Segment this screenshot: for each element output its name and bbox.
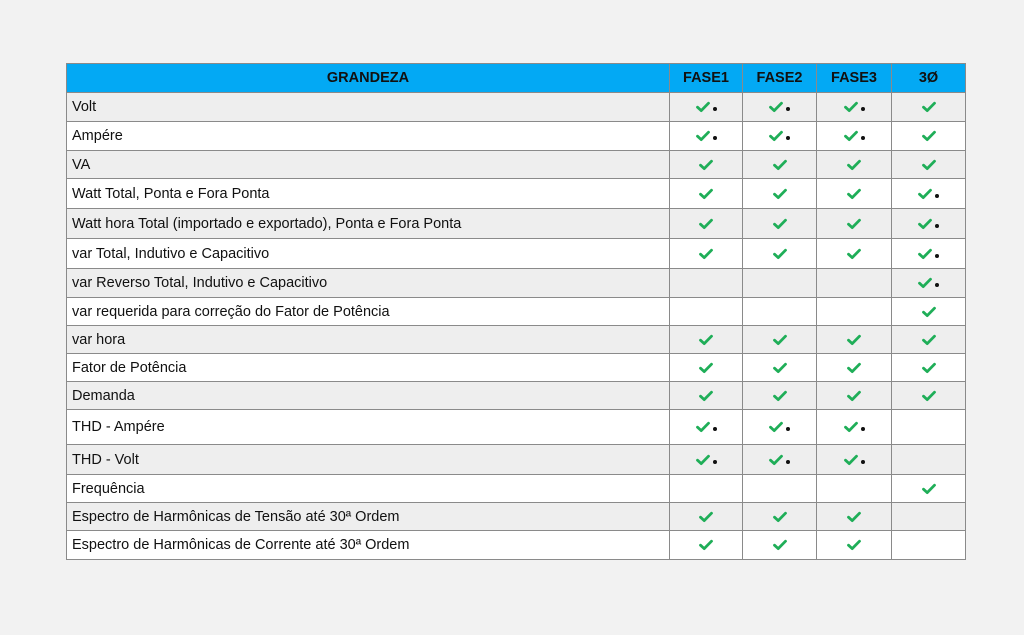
status-cell (743, 445, 817, 475)
dot-icon (786, 460, 790, 464)
row-label: var hora (67, 326, 670, 354)
check-icon (844, 454, 858, 466)
status-cell (817, 209, 892, 239)
status-cell (743, 503, 817, 531)
status-cell (743, 354, 817, 382)
check-icon (699, 334, 713, 346)
check-icon (847, 390, 861, 402)
check-icon (922, 362, 936, 374)
table-row (67, 531, 966, 560)
status-cell (817, 445, 892, 475)
check-icon (922, 390, 936, 402)
status-cell (817, 93, 892, 122)
check-icon (699, 248, 713, 260)
row-label: VA (67, 151, 670, 179)
status-cell (743, 269, 817, 298)
dot-icon (713, 427, 717, 431)
status-cell (743, 298, 817, 326)
check-icon (922, 101, 936, 113)
status-cell (670, 382, 743, 410)
dot-icon (861, 460, 865, 464)
check-icon (922, 306, 936, 318)
status-cell (670, 503, 743, 531)
dot-icon (713, 107, 717, 111)
check-icon (847, 248, 861, 260)
table-row (67, 410, 966, 445)
check-icon (844, 421, 858, 433)
status-cell (892, 326, 966, 354)
header-row (67, 64, 966, 93)
status-cell (892, 298, 966, 326)
status-cell (817, 326, 892, 354)
status-cell (743, 382, 817, 410)
row-label: Ampére (67, 122, 670, 151)
check-icon (847, 218, 861, 230)
check-icon (773, 539, 787, 551)
row-label: Watt Total, Ponta e Fora Ponta (67, 179, 670, 209)
dot-icon (935, 283, 939, 287)
table-row (67, 269, 966, 298)
check-icon (847, 362, 861, 374)
status-cell (670, 122, 743, 151)
header-grandeza: GRANDEZA (67, 64, 670, 93)
status-cell (670, 475, 743, 503)
check-icon (769, 130, 783, 142)
dot-icon (786, 427, 790, 431)
check-icon (847, 159, 861, 171)
status-cell (743, 93, 817, 122)
check-icon (699, 539, 713, 551)
status-cell (743, 410, 817, 445)
check-icon (699, 362, 713, 374)
measurement-table (66, 63, 966, 560)
check-icon (773, 390, 787, 402)
status-cell (743, 531, 817, 560)
status-cell (743, 179, 817, 209)
status-cell (817, 298, 892, 326)
check-icon (769, 421, 783, 433)
table-row (67, 209, 966, 239)
check-icon (773, 511, 787, 523)
status-cell (817, 503, 892, 531)
status-cell (892, 239, 966, 269)
check-icon (922, 159, 936, 171)
table-row (67, 179, 966, 209)
row-label: Espectro de Harmônicas de Corrente até 30ª Ordem (67, 531, 670, 560)
row-label: THD - Ampére (67, 410, 670, 445)
check-icon (844, 101, 858, 113)
table-row (67, 475, 966, 503)
table-row (67, 503, 966, 531)
status-cell (892, 475, 966, 503)
check-icon (769, 454, 783, 466)
row-label: Espectro de Harmônicas de Tensão até 30ª Ordem (67, 503, 670, 531)
status-cell (817, 151, 892, 179)
table-row (67, 326, 966, 354)
status-cell (670, 269, 743, 298)
table-row (67, 354, 966, 382)
check-icon (769, 101, 783, 113)
check-icon (847, 539, 861, 551)
status-cell (892, 354, 966, 382)
status-cell (817, 410, 892, 445)
dot-icon (935, 224, 939, 228)
check-icon (918, 248, 932, 260)
row-label: var Reverso Total, Indutivo e Capacitivo (67, 269, 670, 298)
status-cell (670, 298, 743, 326)
dot-icon (713, 460, 717, 464)
check-icon (699, 390, 713, 402)
status-cell (670, 531, 743, 560)
header-fase3: FASE3 (817, 64, 892, 93)
status-cell (892, 179, 966, 209)
status-cell (892, 209, 966, 239)
header-three-phase: 3Ø (892, 64, 966, 93)
status-cell (892, 151, 966, 179)
check-icon (922, 483, 936, 495)
status-cell (817, 179, 892, 209)
status-cell (670, 93, 743, 122)
status-cell (892, 531, 966, 560)
status-cell (670, 179, 743, 209)
row-label: Volt (67, 93, 670, 122)
check-icon (773, 248, 787, 260)
status-cell (743, 239, 817, 269)
row-label: var requerida para correção do Fator de Potência (67, 298, 670, 326)
table-body (67, 93, 966, 560)
status-cell (743, 326, 817, 354)
check-icon (773, 218, 787, 230)
check-icon (696, 130, 710, 142)
status-cell (670, 239, 743, 269)
table-row (67, 93, 966, 122)
check-icon (922, 130, 936, 142)
check-icon (696, 101, 710, 113)
status-cell (892, 269, 966, 298)
check-icon (918, 188, 932, 200)
dot-icon (861, 427, 865, 431)
status-cell (892, 445, 966, 475)
check-icon (847, 188, 861, 200)
check-icon (773, 362, 787, 374)
check-icon (699, 188, 713, 200)
row-label: Fator de Potência (67, 354, 670, 382)
dot-icon (713, 136, 717, 140)
check-icon (699, 218, 713, 230)
status-cell (670, 326, 743, 354)
status-cell (892, 382, 966, 410)
status-cell (670, 410, 743, 445)
status-cell (670, 151, 743, 179)
status-cell (743, 122, 817, 151)
status-cell (892, 122, 966, 151)
status-cell (892, 410, 966, 445)
header-fase1: FASE1 (670, 64, 743, 93)
check-icon (696, 454, 710, 466)
table-row (67, 382, 966, 410)
status-cell (743, 209, 817, 239)
status-cell (743, 151, 817, 179)
status-cell (670, 445, 743, 475)
dot-icon (861, 136, 865, 140)
table-row (67, 122, 966, 151)
dot-icon (861, 107, 865, 111)
row-label: Frequência (67, 475, 670, 503)
check-icon (773, 334, 787, 346)
check-icon (696, 421, 710, 433)
status-cell (670, 209, 743, 239)
status-cell (670, 354, 743, 382)
row-label: var Total, Indutivo e Capacitivo (67, 239, 670, 269)
status-cell (817, 269, 892, 298)
status-cell (817, 239, 892, 269)
row-label: Watt hora Total (importado e exportado), Ponta e Fora Ponta (67, 209, 670, 239)
check-icon (918, 218, 932, 230)
check-icon (844, 130, 858, 142)
row-label: Demanda (67, 382, 670, 410)
dot-icon (786, 107, 790, 111)
check-icon (847, 334, 861, 346)
table-row (67, 298, 966, 326)
check-icon (699, 511, 713, 523)
check-icon (773, 188, 787, 200)
dot-icon (935, 194, 939, 198)
status-cell (743, 475, 817, 503)
dot-icon (935, 254, 939, 258)
status-cell (892, 503, 966, 531)
dot-icon (786, 136, 790, 140)
check-icon (847, 511, 861, 523)
status-cell (817, 122, 892, 151)
table-row (67, 239, 966, 269)
header-fase2: FASE2 (743, 64, 817, 93)
status-cell (817, 354, 892, 382)
table-row (67, 151, 966, 179)
status-cell (892, 93, 966, 122)
status-cell (817, 475, 892, 503)
check-icon (773, 159, 787, 171)
check-icon (918, 277, 932, 289)
check-icon (922, 334, 936, 346)
status-cell (817, 531, 892, 560)
table-row (67, 445, 966, 475)
status-cell (817, 382, 892, 410)
row-label: THD - Volt (67, 445, 670, 475)
check-icon (699, 159, 713, 171)
